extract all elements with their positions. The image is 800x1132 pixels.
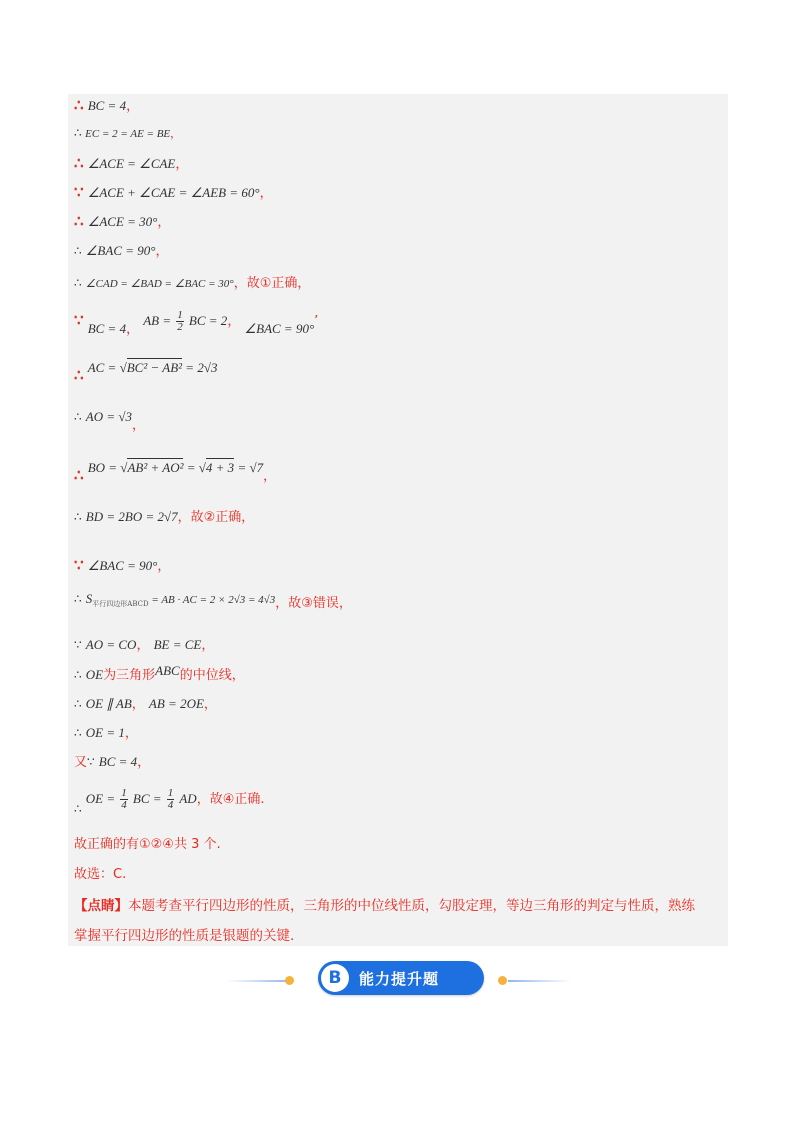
therefore-symbol: ∴ — [74, 212, 84, 230]
step-line-11: ∴ BO = √AB² + AO² = √4 + 3 = √7， — [74, 460, 277, 484]
banner-right-line — [508, 980, 572, 982]
therefore-symbol: ∴ — [74, 668, 82, 682]
fraction: $\frac{1}{4}$ — [121, 787, 127, 811]
banner-left-line — [226, 980, 290, 982]
step-line-13: ∵ ∠BAC = 90°， — [74, 556, 171, 574]
step-line-6: ∴ ∠BAC = 90°， — [74, 243, 169, 259]
step-line-2: ∴ EC = 2 = AE = BE， — [74, 126, 182, 140]
answer-line: 故选：C. — [74, 867, 127, 882]
step-line-1: ∴ BC = 4， — [74, 96, 140, 114]
step-line-8: ∵ BC = 4， AB = $\frac{1}{2}$ BC = 2， ∠BAC = 90°’ — [74, 309, 319, 337]
therefore-symbol: ∴ — [74, 466, 84, 484]
step-line-14: ∴ $S_{平行四边形ABCD}$ = AB · AC = 2 × 2√3 = 4√3，故③错误， — [74, 591, 352, 611]
step-line-19: 又∵ BC = 4， — [74, 754, 151, 770]
banner-left-dot — [285, 976, 294, 985]
therefore-symbol: ∴ — [74, 126, 82, 140]
therefore-symbol: ∴ — [74, 154, 84, 172]
tip-line-1: 【点睛】本题考查平行四边形的性质，三角形的中位线性质，勾股定理，等边三角形的判定与性质，熟练 — [74, 898, 695, 914]
therefore-symbol: ∴ — [74, 96, 84, 114]
step-line-9: ∴ AC = √BC² − AB² = 2√3 — [74, 360, 218, 384]
section-badge: B — [321, 964, 349, 992]
banner-right-dot — [498, 976, 507, 985]
step-line-4: ∵ ∠ACE + ∠CAE = ∠AEB = 60°， — [74, 183, 273, 201]
therefore-symbol: ∴ — [74, 592, 82, 606]
step-line-3: ∴ ∠ACE = ∠CAE， — [74, 154, 189, 172]
section-title: 能力提升题 — [359, 969, 440, 988]
tip-label: 【点睛】 — [74, 898, 128, 914]
step-line-7: ∴ ∠CAD = ∠BAD = ∠BAC = 30°，故①正确， — [74, 276, 311, 291]
therefore-symbol: ∴ — [74, 510, 82, 524]
step-line-15: ∵ AO = CO， BE = CE， — [74, 637, 215, 653]
step-line-16: ∴ OE为三角形ABC的中位线， — [74, 663, 245, 683]
because-symbol: ∵ — [74, 311, 84, 329]
because-symbol: ∵ — [87, 755, 95, 769]
fraction: $\frac{1}{4}$ — [167, 787, 174, 811]
because-symbol: ∵ — [74, 556, 84, 574]
conclusion-line: 故正确的有①②④共 3 个. — [74, 837, 221, 852]
section-banner — [318, 961, 484, 995]
step-line-18: ∴ OE = 1， — [74, 725, 138, 741]
therefore-symbol: ∴ — [74, 410, 82, 424]
step-line-17: ∴ OE ∥ AB， AB = 2OE， — [74, 696, 217, 712]
therefore-symbol: ∴ — [74, 726, 82, 740]
step-line-12: ∴ BD = 2BO = 2√7，故②正确， — [74, 509, 255, 525]
fraction: $\frac{1}{2}$ — [177, 309, 183, 333]
because-symbol: ∵ — [74, 638, 82, 652]
therefore-symbol: ∴ — [74, 366, 84, 384]
because-symbol: ∵ — [74, 183, 84, 201]
therefore-symbol: ∴ — [74, 244, 82, 258]
therefore-symbol: ∴ — [74, 697, 82, 711]
step-line-10: ∴ AO = √3， — [74, 409, 146, 433]
therefore-symbol: ∴ — [74, 276, 82, 290]
therefore-symbol: ∴ — [74, 802, 82, 816]
step-line-5: ∴ ∠ACE = 30°， — [74, 212, 171, 230]
tip-line-2: 掌握平行四边形的性质是银题的关键. — [74, 928, 295, 944]
step-line-20: ∴ OE = $\frac{1}{4}$ BC = $\frac{1}{4}$ AD，故④正确. — [74, 787, 265, 816]
